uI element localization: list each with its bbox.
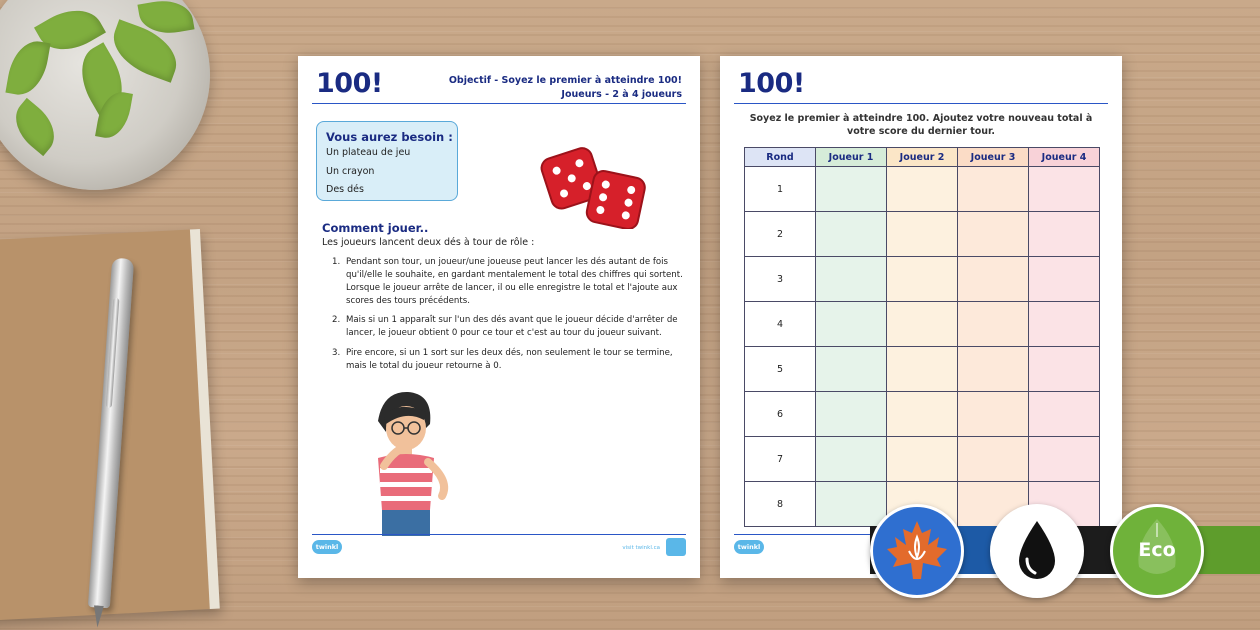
maple-leaf-icon xyxy=(873,507,961,595)
how-to-play-intro: Les joueurs lancent deux dés à tour de rôle : xyxy=(322,237,535,248)
footer-rule xyxy=(312,534,686,535)
score-cell-player-3[interactable] xyxy=(958,392,1029,437)
round-number: 3 xyxy=(745,257,816,302)
score-cell-player-3[interactable] xyxy=(958,212,1029,257)
score-cell-player-2[interactable] xyxy=(887,212,958,257)
score-cell-player-1[interactable] xyxy=(816,167,887,212)
score-cell-player-4[interactable] xyxy=(1029,347,1100,392)
score-cell-player-3[interactable] xyxy=(958,257,1029,302)
objective-text: Objectif - Soyez le premier à atteindre 100! xyxy=(448,75,682,86)
score-cell-player-1[interactable] xyxy=(816,212,887,257)
rule-number: 1. xyxy=(332,257,341,267)
score-row xyxy=(745,392,1100,437)
materials-heading: Vous aurez besoin : xyxy=(326,130,453,144)
score-cell-player-3[interactable] xyxy=(958,347,1029,392)
rule-step xyxy=(332,314,682,342)
rule-text: Pire encore, si un 1 sort sur les deux dés, non seulement le tour se termine, mais le total du joueur retourne à 0. xyxy=(346,348,673,371)
eco-badge xyxy=(1110,504,1204,598)
round-number: 1 xyxy=(745,167,816,212)
score-cell-player-3[interactable] xyxy=(958,302,1029,347)
rule-text: Pendant son tour, un joueur/une joueuse peut lancer les dés autant de fois qu'il/elle le souhaite, en gardant mentalement le total des chiffres qui sortent. Lorsque le joueur arrête de lancer, il ou elle enregistre le total et l'ajoute aux scores des tours précédents. xyxy=(346,257,683,306)
score-row xyxy=(745,167,1100,212)
ink-drop-icon xyxy=(993,507,1081,595)
score-row xyxy=(745,257,1100,302)
round-number: 5 xyxy=(745,347,816,392)
score-cell-player-1[interactable] xyxy=(816,302,887,347)
scoresheet-page xyxy=(720,56,1122,578)
child-illustration xyxy=(358,386,468,536)
twinkl-logo: twinkl xyxy=(734,540,764,554)
materials-box xyxy=(316,121,458,201)
score-cell-player-4[interactable] xyxy=(1029,212,1100,257)
score-cell-player-4[interactable] xyxy=(1029,257,1100,302)
eco-label: Eco xyxy=(1138,539,1176,561)
round-number: 2 xyxy=(745,212,816,257)
dice-illustration xyxy=(538,144,653,229)
rule-step xyxy=(332,347,682,375)
column-header-player-1: Joueur 1 xyxy=(816,148,887,167)
score-cell-player-2[interactable] xyxy=(887,392,958,437)
canada-maple-badge xyxy=(870,504,964,598)
score-row xyxy=(745,347,1100,392)
column-header-player-3: Joueur 3 xyxy=(958,148,1029,167)
ink-drop-badge xyxy=(990,504,1084,598)
score-cell-player-2[interactable] xyxy=(887,167,958,212)
rule-number: 2. xyxy=(332,315,341,325)
column-header-player-2: Joueur 2 xyxy=(887,148,958,167)
score-cell-player-2[interactable] xyxy=(887,257,958,302)
twinkl-logo: twinkl xyxy=(312,540,342,554)
footer-badge-icon xyxy=(666,538,686,556)
page-title: 100! xyxy=(316,68,383,99)
score-row xyxy=(745,212,1100,257)
plant-leaves xyxy=(0,0,210,200)
score-cell-player-1[interactable] xyxy=(816,437,887,482)
materials-item: Des dés xyxy=(326,184,364,195)
score-cell-player-3[interactable] xyxy=(958,167,1029,212)
score-cell-player-4[interactable] xyxy=(1029,392,1100,437)
scoresheet-instruction: Soyez le premier à atteindre 100. Ajoutez votre nouveau total à votre score du dernier tour. xyxy=(749,113,1093,137)
footer-url: visit twinkl.ca xyxy=(622,545,660,551)
score-cell-player-2[interactable] xyxy=(887,347,958,392)
score-row xyxy=(745,437,1100,482)
how-to-play-heading: Comment jouer.. xyxy=(322,221,429,235)
score-cell-player-4[interactable] xyxy=(1029,302,1100,347)
round-number: 4 xyxy=(745,302,816,347)
column-header-player-4: Joueur 4 xyxy=(1029,148,1100,167)
score-cell-player-2[interactable] xyxy=(887,437,958,482)
score-cell-player-1[interactable] xyxy=(816,392,887,437)
score-cell-player-4[interactable] xyxy=(1029,437,1100,482)
rule-step xyxy=(332,256,682,308)
players-text: Joueurs - 2 à 4 joueurs xyxy=(561,89,682,100)
score-header-row xyxy=(745,148,1100,167)
score-cell-player-1[interactable] xyxy=(816,257,887,302)
rule-number: 3. xyxy=(332,348,341,358)
score-row xyxy=(745,302,1100,347)
score-table xyxy=(744,147,1100,527)
score-cell-player-4[interactable] xyxy=(1029,167,1100,212)
rule-text: Mais si un 1 apparaît sur l'un des dés avant que le joueur décide d'arrêter de lancer, le joueur obtient 0 pour ce tour et c'est au tour du joueur suivant. xyxy=(346,315,678,338)
header-info xyxy=(449,74,682,102)
header-rule xyxy=(734,103,1108,104)
materials-item: Un plateau de jeu xyxy=(326,147,411,158)
column-header-round: Rond xyxy=(745,148,816,167)
round-number: 7 xyxy=(745,437,816,482)
instructions-page xyxy=(298,56,700,578)
score-cell-player-2[interactable] xyxy=(887,302,958,347)
round-number: 6 xyxy=(745,392,816,437)
page-title: 100! xyxy=(738,68,805,99)
score-cell-player-3[interactable] xyxy=(958,437,1029,482)
score-cell-player-1[interactable] xyxy=(816,347,887,392)
round-number: 8 xyxy=(745,482,816,527)
header-rule xyxy=(312,103,686,104)
materials-item: Un crayon xyxy=(326,166,375,177)
